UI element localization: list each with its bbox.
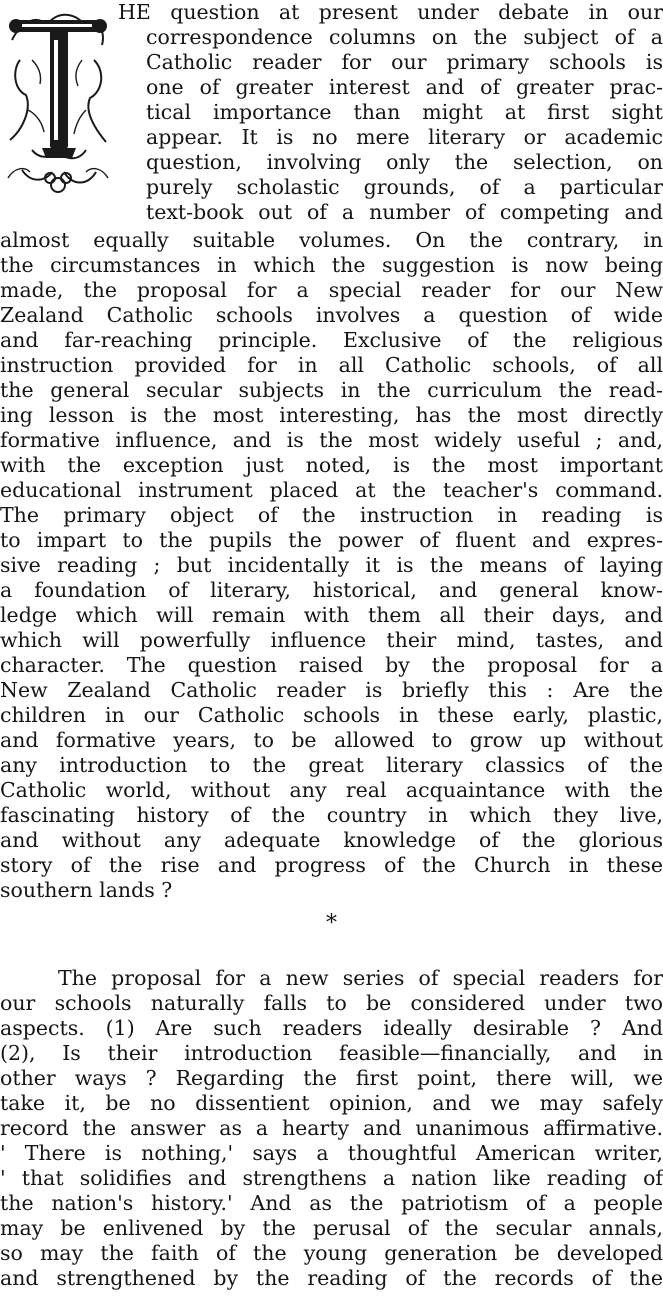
para2-line-7: record the answer as a hearty and unanimous affirmative. [0,1116,663,1140]
para1-line-15: instruction provided for in all Catholic schools, of all [0,353,663,377]
para1-line-30: and formative years, to be allowed to grow up without [0,728,663,752]
para1-line-21: The primary object of the instruction in reading is [0,503,663,527]
para2-line-9: ' that solidifies and strengthens a nation like reading of [0,1166,663,1190]
para1-line-17: ing lesson is the most interesting, has the most directly [0,403,663,427]
para1-line-5: tical importance than might at first sight [146,100,663,124]
para2-line-13: and strengthened by the reading of the records of the [0,1266,663,1290]
para2-line-3: aspects. (1) Are such readers ideally desirable ? And [0,1016,663,1040]
para1-line-32: Catholic world, without any real acquaintance with the [0,778,663,802]
para1-line-29: children in our Catholic schools in these early, plastic, [0,703,663,727]
para1-line-12: made, the proposal for a special reader for our New [0,278,663,302]
para1-line-28: New Zealand Catholic reader is briefly this : Are the [0,678,663,702]
para1-line-10: almost equally suitable volumes. On the contrary, in [0,228,663,252]
para1-line-24: a foundation of literary, historical, and general know- [0,578,663,602]
para1-line-35: story of the rise and progress of the Church in these [0,853,663,877]
para1-line-4: one of greater interest and of greater prac- [146,75,663,99]
para1-line-36: southern lands ? [0,878,173,902]
para1-line-7: question, involving only the selection, on [146,150,663,174]
para1-line-16: the general secular subjects in the curriculum the read- [0,378,663,402]
ornamental-drop-cap-t [2,0,114,200]
section-separator: * [326,911,337,936]
para1-line-34: and without any adequate knowledge of the glorious [0,828,663,852]
para1-line-33: fascinating history of the country in which they live, [0,803,663,827]
para1-line-31: any introduction to the great literary classics of the [0,753,663,777]
para1-line-1: HE question at present under debate in our [118,0,663,24]
para2-line-2: our schools naturally falls to be considered under two [0,991,663,1015]
para1-line-23: sive reading ; but incidentally it is the means of laying [0,553,663,577]
para1-line-2: correspondence columns on the subject of a [146,25,663,49]
para2-line-5: other ways ? Regarding the first point, there will, we [0,1066,663,1090]
para1-line-3: Catholic reader for our primary schools is [146,50,663,74]
para1-line-9: text-book out of a number of competing and [146,200,663,224]
para2-line-6: take it, be no dissentient opinion, and we may safely [0,1091,663,1115]
para1-line-8: purely scholastic grounds, of a particular [146,175,663,199]
para1-line-14: and far-reaching principle. Exclusive of the religious [0,328,663,352]
para1-line-22: to impart to the pupils the power of fluent and expres- [0,528,663,552]
para1-line-18: formative influence, and is the most widely useful ; and, [0,428,663,452]
para1-line-19: with the exception just noted, is the most important [0,453,663,477]
para1-line-20: educational instrument placed at the teacher's command. [0,478,663,502]
para1-line-25: ledge which will remain with them all their days, and [0,603,663,627]
para2-line-8: ' There is nothing,' says a thoughtful American writer, [0,1141,663,1165]
para1-line-11: the circumstances in which the suggestion is now being [0,253,663,277]
para2-line-12: so may the faith of the young generation be developed [0,1241,663,1265]
para1-line-26: which will powerfully influence their mind, tastes, and [0,628,663,652]
para1-line-13: Zealand Catholic schools involves a question of wide [0,303,663,327]
para2-line-1: The proposal for a new series of special readers for [58,966,663,990]
para1-line-6: appear. It is no mere literary or academic [146,125,663,149]
para1-line-27: character. The question raised by the proposal for a [0,653,663,677]
para2-line-10: the nation's history.' And as the patriotism of a people [0,1191,663,1215]
para2-line-11: may be enlivened by the perusal of the secular annals, [0,1216,663,1240]
para2-line-4: (2), Is their introduction feasible—financially, and in [0,1041,663,1065]
